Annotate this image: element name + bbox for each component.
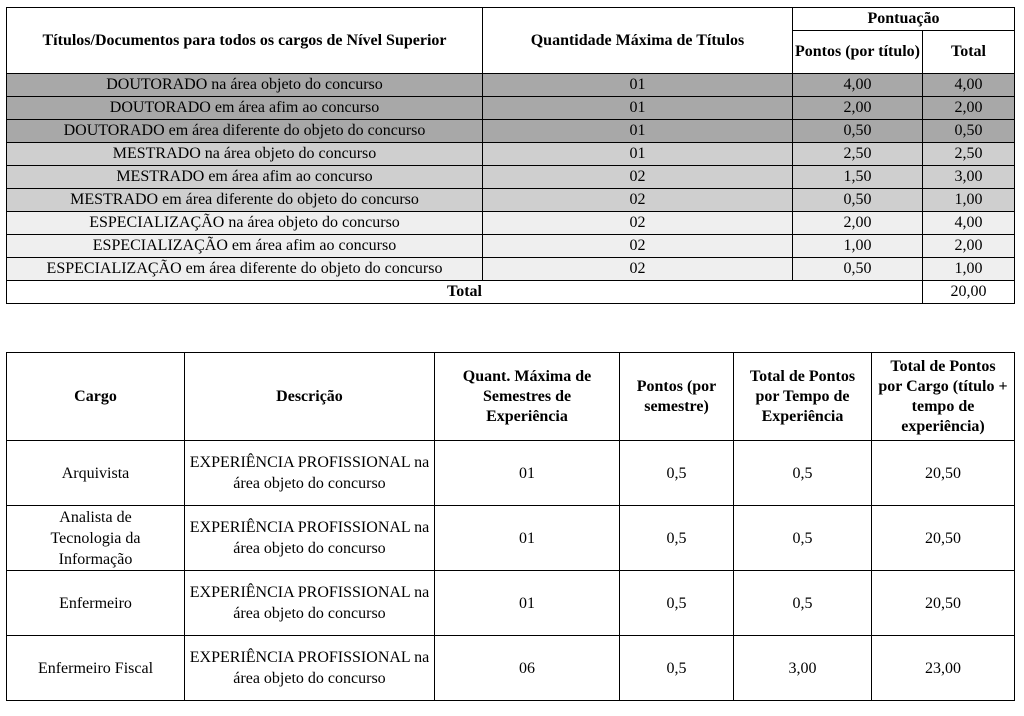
experience-scoring-table <box>6 352 1015 701</box>
quantity-cell: 01 <box>483 120 793 143</box>
header-descricao: Descrição <box>185 353 435 441</box>
document-cell: MESTRADO em área diferente do objeto do concurso <box>7 189 483 212</box>
total-cargo-cell: 20,50 <box>872 571 1015 636</box>
header-max-quantity: Quantidade Máxima de Títulos <box>483 8 793 74</box>
total-cell: 2,50 <box>923 143 1015 166</box>
total-cell: 1,00 <box>923 258 1015 281</box>
header-total-by-cargo: Total de Pontos por Cargo (título + tempo de experiência) <box>872 353 1015 441</box>
header-max-semesters: Quant. Máxima de Semestres de Experiência <box>435 353 620 441</box>
total-cell: 3,00 <box>923 166 1015 189</box>
quantity-cell: 02 <box>483 166 793 189</box>
total-label: Total <box>7 281 923 304</box>
points-cell: 0,50 <box>793 120 923 143</box>
points-cell: 2,00 <box>793 97 923 120</box>
document-cell: MESTRADO na área objeto do concurso <box>7 143 483 166</box>
total-cargo-cell: 20,50 <box>872 441 1015 506</box>
total-row <box>7 281 1015 304</box>
quantity-cell: 02 <box>483 235 793 258</box>
quantity-cell: 01 <box>483 143 793 166</box>
document-cell: ESPECIALIZAÇÃO na área objeto do concurso <box>7 212 483 235</box>
titles-scoring-table <box>6 7 1015 304</box>
document-cell: DOUTORADO na área objeto do concurso <box>7 74 483 97</box>
document-cell: DOUTORADO em área afim ao concurso <box>7 97 483 120</box>
points-cell: 0,50 <box>793 189 923 212</box>
semesters-cell: 01 <box>435 506 620 571</box>
points-cell: 1,50 <box>793 166 923 189</box>
total-cell: 1,00 <box>923 189 1015 212</box>
points-cell: 2,00 <box>793 212 923 235</box>
quantity-cell: 02 <box>483 258 793 281</box>
total-cell: 2,00 <box>923 235 1015 258</box>
total-time-cell: 3,00 <box>734 636 872 701</box>
semesters-cell: 01 <box>435 571 620 636</box>
total-cargo-cell: 23,00 <box>872 636 1015 701</box>
total-cargo-cell: 20,50 <box>872 506 1015 571</box>
quantity-cell: 01 <box>483 97 793 120</box>
semesters-cell: 01 <box>435 441 620 506</box>
total-time-cell: 0,5 <box>734 441 872 506</box>
header-cargo: Cargo <box>7 353 185 441</box>
points-cell: 0,5 <box>620 506 734 571</box>
table-row <box>7 506 1015 571</box>
total-cell: 0,50 <box>923 120 1015 143</box>
table-row <box>7 258 1015 281</box>
descricao-cell: EXPERIÊNCIA PROFISSIONAL na área objeto do concurso <box>185 441 435 506</box>
cargo-cell: Arquivista <box>7 441 185 506</box>
points-cell: 0,5 <box>620 636 734 701</box>
document-cell: ESPECIALIZAÇÃO em área afim ao concurso <box>7 235 483 258</box>
points-cell: 0,50 <box>793 258 923 281</box>
table-row <box>7 97 1015 120</box>
points-cell: 4,00 <box>793 74 923 97</box>
document-cell: DOUTORADO em área diferente do objeto do concurso <box>7 120 483 143</box>
header-score-group: Pontuação <box>793 8 1015 31</box>
quantity-cell: 01 <box>483 74 793 97</box>
table-row <box>7 120 1015 143</box>
total-cell: 2,00 <box>923 97 1015 120</box>
table-row <box>7 212 1015 235</box>
points-cell: 1,00 <box>793 235 923 258</box>
table-row <box>7 441 1015 506</box>
total-time-cell: 0,5 <box>734 571 872 636</box>
header-documents: Títulos/Documentos para todos os cargos de Nível Superior <box>7 8 483 74</box>
header-points: Pontos (por título) <box>793 31 923 74</box>
points-cell: 2,50 <box>793 143 923 166</box>
total-cell: 4,00 <box>923 212 1015 235</box>
table-row <box>7 143 1015 166</box>
table-row <box>7 166 1015 189</box>
descricao-cell: EXPERIÊNCIA PROFISSIONAL na área objeto do concurso <box>185 636 435 701</box>
points-cell: 0,5 <box>620 571 734 636</box>
descricao-cell: EXPERIÊNCIA PROFISSIONAL na área objeto do concurso <box>185 506 435 571</box>
document-cell: ESPECIALIZAÇÃO em área diferente do objeto do concurso <box>7 258 483 281</box>
points-cell: 0,5 <box>620 441 734 506</box>
semesters-cell: 06 <box>435 636 620 701</box>
header-points-per-semester: Pontos (por semestre) <box>620 353 734 441</box>
quantity-cell: 02 <box>483 212 793 235</box>
total-value: 20,00 <box>923 281 1015 304</box>
cargo-cell: Enfermeiro Fiscal <box>7 636 185 701</box>
header-total: Total <box>923 31 1015 74</box>
cargo-cell: Analista de Tecnologia da Informação <box>7 506 185 571</box>
descricao-cell: EXPERIÊNCIA PROFISSIONAL na área objeto do concurso <box>185 571 435 636</box>
table-row <box>7 636 1015 701</box>
table-row <box>7 571 1015 636</box>
document-cell: MESTRADO em área afim ao concurso <box>7 166 483 189</box>
table-row <box>7 74 1015 97</box>
header-total-by-time: Total de Pontos por Tempo de Experiência <box>734 353 872 441</box>
table-row <box>7 235 1015 258</box>
total-time-cell: 0,5 <box>734 506 872 571</box>
total-cell: 4,00 <box>923 74 1015 97</box>
table-row <box>7 189 1015 212</box>
quantity-cell: 02 <box>483 189 793 212</box>
cargo-cell: Enfermeiro <box>7 571 185 636</box>
